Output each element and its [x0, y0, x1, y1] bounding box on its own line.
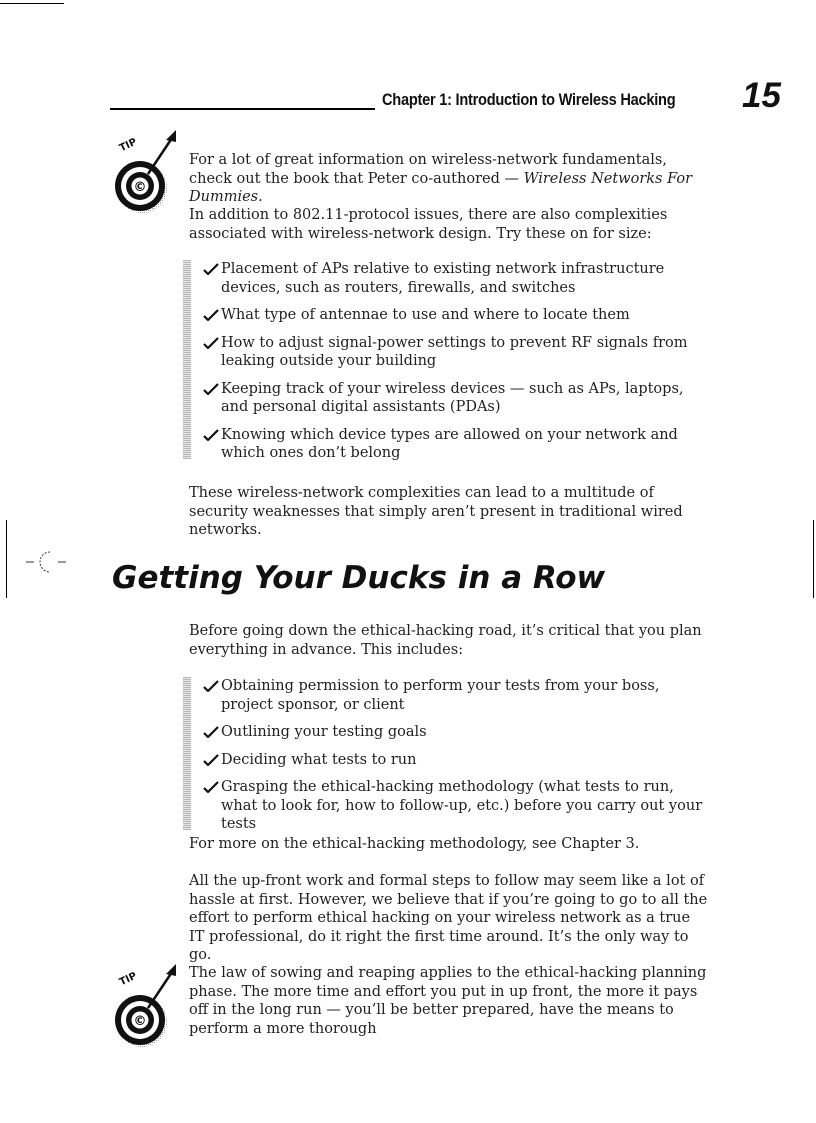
list-item-text: Obtaining permission to perform your tests from your boss, project sponsor, or client — [221, 678, 660, 713]
tip1-paragraph — [189, 151, 709, 207]
list-item — [183, 778, 713, 834]
complexities-list — [183, 260, 713, 463]
header-rule — [110, 108, 375, 110]
upfront-paragraph: All the up-front work and formal steps to follow may seem like a lot of hassle at first. However, we believe that if you’re going to go to all the effort to perform ethical hacking on your wireless network as a true IT professional, do it right the first time around. It’s the only way to go. — [189, 873, 708, 963]
planning-list — [183, 677, 713, 834]
methodology-paragraph: For more on the ethical-hacking methodology, see Chapter 3. — [189, 836, 640, 852]
list-item — [183, 334, 713, 371]
tip2-paragraph: The law of sowing and reaping applies to the ethical-hacking planning phase. The more time and effort you put in up front, the more it pays off in the long run — you’ll be better prepared, have the means to perform a more thorough — [189, 965, 707, 1037]
checkmark-bullet-icon — [203, 309, 219, 321]
checkmark-bullet-icon — [203, 781, 219, 793]
tip1-book-title: Wireless Networks For Dummies. — [189, 170, 693, 205]
list-item-text: Deciding what tests to run — [221, 751, 417, 768]
checkmark-bullet-icon — [203, 263, 219, 275]
list-item-text: Grasping the ethical-hacking methodology (what tests to run, what to look for, how to follow-up, etc.) before you carry out your tests — [221, 779, 703, 832]
list-item — [183, 260, 713, 297]
list-item — [183, 426, 713, 463]
list-item — [183, 380, 713, 417]
checkmark-bullet-icon — [203, 337, 219, 349]
tip-target-icon — [110, 958, 182, 1048]
list-item — [183, 677, 713, 714]
tip-label: TIP — [117, 136, 139, 155]
chapter-title: Chapter 1: Introduction to Wireless Hacking — [382, 90, 676, 109]
crop-mark-right — [813, 520, 814, 598]
checkmark-bullet-icon — [203, 383, 219, 395]
checkmark-bullet-icon — [203, 429, 219, 441]
list-item — [183, 306, 713, 325]
page-number: 15 — [742, 76, 781, 115]
svg-text:©: © — [133, 180, 147, 195]
crop-mark-top — [0, 3, 64, 4]
tip-target-icon — [110, 124, 182, 214]
plan-paragraph: Before going down the ethical-hacking road, it’s critical that you plan everything in advance. This includes: — [189, 623, 702, 658]
list-item-text: How to adjust signal-power settings to prevent RF signals from leaking outside your building — [221, 334, 688, 369]
running-head — [110, 76, 781, 120]
checkmark-bullet-icon — [203, 680, 219, 692]
complexities-paragraph: In addition to 802.11-protocol issues, there are also complexities associated with wireless-network design. Try these on for size: — [189, 207, 668, 242]
registration-mark-icon — [26, 548, 72, 576]
list-item — [183, 751, 713, 770]
crop-mark-left — [6, 520, 7, 598]
tip-label: TIP — [117, 970, 139, 989]
list-item-text: Outlining your testing goals — [221, 724, 427, 740]
checkmark-bullet-icon — [203, 754, 219, 766]
list-item-text: Placement of APs relative to existing network infrastructure devices, such as routers, firewalls, and switches — [221, 261, 665, 296]
tip1-text-before: For a lot of great information on wireless-network fundamentals, check out the book that Peter co-authored — — [189, 152, 667, 187]
list-item-text: Keeping track of your wireless devices — such as APs, laptops, and personal digital assistants (PDAs) — [221, 380, 684, 415]
list-item-text: Knowing which device types are allowed on your network and which ones don’t belong — [221, 426, 678, 461]
list-item-text: What type of antennae to use and where to locate them — [221, 307, 630, 323]
weaknesses-paragraph: These wireless-network complexities can lead to a multitude of security weaknesses that simply aren’t present in traditional wired networks. — [189, 485, 683, 538]
svg-text:©: © — [133, 1014, 147, 1029]
section-heading: Getting Your Ducks in a Row — [112, 560, 606, 596]
checkmark-bullet-icon — [203, 726, 219, 738]
list-item — [183, 723, 713, 742]
